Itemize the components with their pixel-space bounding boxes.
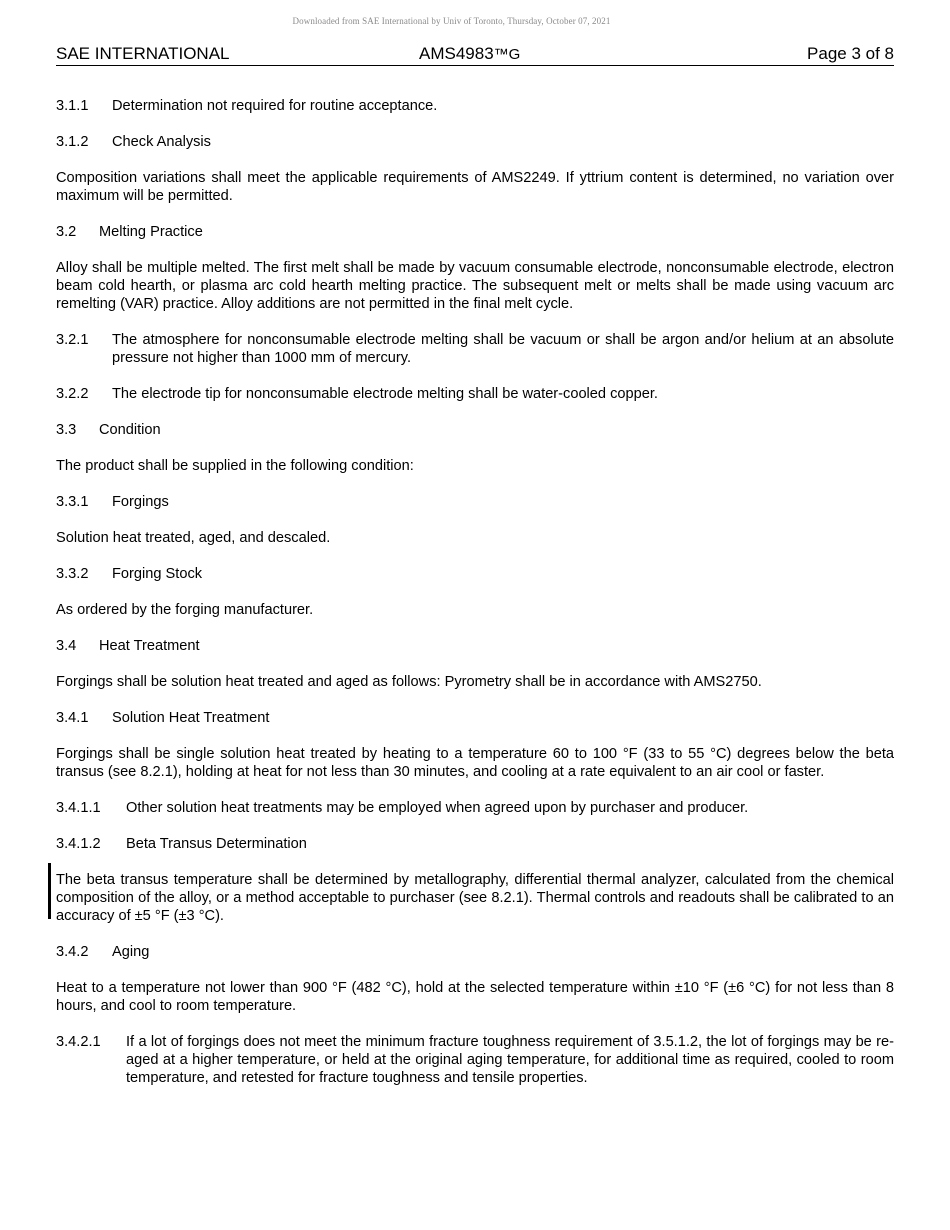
section-3-4-heading bbox=[56, 637, 894, 655]
section-number: 3.4 bbox=[56, 638, 77, 654]
section-number: 3.3 bbox=[56, 422, 77, 438]
section-3-3-heading bbox=[56, 421, 894, 439]
section-3-4-1-heading bbox=[56, 709, 894, 727]
paragraph-solution-heat-treatment: Forgings shall be single solution heat treated by heating to a temperature 60 to 100 °F (33 to 55 °C) degrees below the beta transus (see 8.2.1), holding at heat for not less than 30 minutes, and cooling at a rate equivalent to an air cool or faster. bbox=[56, 746, 894, 780]
paragraph-melting-practice: Alloy shall be multiple melted. The first melt shall be made by vacuum consumable electrode, nonconsumable electrode, electron beam cold hearth, or plasma arc cold hearth melting practice. The subsequent melt or melts shall be made using vacuum arc remelting (VAR) practice. Alloy additions are not permitted in the final melt cycle. bbox=[56, 260, 894, 312]
download-watermark: Downloaded from SAE International by Univ of Toronto, Thursday, October 07, 2021 bbox=[292, 16, 611, 26]
revised-paragraph-block bbox=[56, 871, 894, 925]
section-text: If a lot of forgings does not meet the minimum fracture toughness requirement of 3.5.1.2, the lot of forgings may be re-aged at a higher temperature, or held at the original aging temperature, for additional time as required, cooled to room temperature, and retested for fracture toughness and tensile properties. bbox=[126, 1034, 894, 1086]
revision-change-bar bbox=[48, 863, 51, 919]
paragraph-check-analysis: Composition variations shall meet the applicable requirements of AMS2249. If yttrium content is determined, no variation over maximum will be permitted. bbox=[56, 170, 894, 204]
section-title: Forging Stock bbox=[112, 566, 203, 582]
section-text: Determination not required for routine acceptance. bbox=[112, 98, 438, 114]
section-3-2-1 bbox=[56, 331, 894, 367]
section-3-1-2-heading bbox=[56, 133, 894, 151]
section-number: 3.2.1 bbox=[56, 332, 89, 348]
section-text: The atmosphere for nonconsumable electrode melting shall be vacuum or shall be argon and/or helium at an absolute pressure not higher than 1000 mm of mercury. bbox=[112, 332, 894, 366]
section-number: 3.4.2.1 bbox=[56, 1034, 101, 1050]
section-number: 3.2.2 bbox=[56, 386, 89, 402]
header-page-number: Page 3 of 8 bbox=[807, 44, 894, 63]
section-3-4-1-1 bbox=[56, 799, 894, 817]
section-number: 3.4.1.2 bbox=[56, 836, 101, 852]
section-title: Beta Transus Determination bbox=[126, 836, 307, 852]
page-header bbox=[56, 44, 894, 66]
section-title: Condition bbox=[99, 422, 161, 438]
paragraph-beta-transus: The beta transus temperature shall be determined by metallography, differential thermal analyzer, calculated from the chemical composition of the alloy, or a method acceptable to purchaser (see 8.2.1). Thermal controls and readouts shall be calibrated to an accuracy of ±5 °F (±3 °C). bbox=[56, 872, 894, 924]
section-number: 3.3.2 bbox=[56, 566, 89, 582]
section-number: 3.1.2 bbox=[56, 134, 89, 150]
paragraph-heat-treatment: Forgings shall be solution heat treated and aged as follows: Pyrometry shall be in accordance with AMS2750. bbox=[56, 674, 762, 690]
section-title: Check Analysis bbox=[112, 134, 211, 150]
paragraph-condition: The product shall be supplied in the following condition: bbox=[56, 458, 414, 474]
section-number: 3.3.1 bbox=[56, 494, 89, 510]
section-number: 3.1.1 bbox=[56, 98, 89, 114]
section-title: Forgings bbox=[112, 494, 169, 510]
section-text: The electrode tip for nonconsumable electrode melting shall be water-cooled copper. bbox=[112, 386, 658, 402]
section-3-2-2 bbox=[56, 385, 894, 403]
paragraph-forgings: Solution heat treated, aged, and descaled. bbox=[56, 530, 331, 546]
paragraph-aging: Heat to a temperature not lower than 900 °F (482 °C), hold at the selected temperature within ±10 °F (±6 °C) for not less than 8 hours, and cool to room temperature. bbox=[56, 980, 894, 1014]
section-title: Solution Heat Treatment bbox=[112, 710, 270, 726]
section-3-3-2-heading bbox=[56, 565, 894, 583]
section-number: 3.4.1 bbox=[56, 710, 89, 726]
header-organization: SAE INTERNATIONAL bbox=[56, 44, 230, 63]
paragraph-forging-stock: As ordered by the forging manufacturer. bbox=[56, 602, 314, 618]
section-number: 3.4.2 bbox=[56, 944, 89, 960]
section-title: Melting Practice bbox=[99, 224, 203, 240]
section-3-4-1-2-heading bbox=[56, 835, 894, 853]
section-title: Heat Treatment bbox=[99, 638, 200, 654]
doc-number: AMS4983 bbox=[419, 44, 494, 63]
section-text: Other solution heat treatments may be employed when agreed upon by purchaser and producer. bbox=[126, 800, 749, 816]
section-3-2-heading bbox=[56, 223, 894, 241]
header-document-number bbox=[419, 44, 520, 65]
section-number: 3.2 bbox=[56, 224, 77, 240]
section-3-4-2-heading bbox=[56, 943, 894, 961]
document-body bbox=[56, 97, 894, 1105]
section-3-1-1 bbox=[56, 97, 894, 115]
section-3-4-2-1 bbox=[56, 1033, 894, 1087]
section-title: Aging bbox=[112, 944, 150, 960]
doc-revision: ™G bbox=[493, 46, 521, 63]
section-number: 3.4.1.1 bbox=[56, 800, 101, 816]
section-3-3-1-heading bbox=[56, 493, 894, 511]
